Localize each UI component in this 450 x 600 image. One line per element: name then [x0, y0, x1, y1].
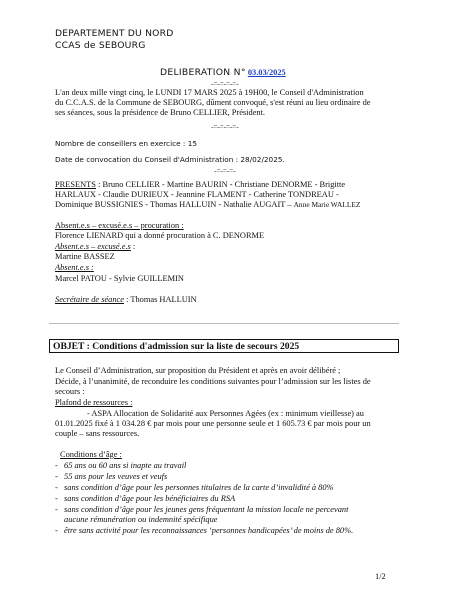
separator-1: -=-=-=-=- — [211, 80, 239, 88]
aspa-line-3: couple – sans ressources. — [55, 429, 140, 438]
condition-item: - sans condition d’âge pour les jeunes gens fréquentant la mission locale ne percevant — [55, 505, 349, 514]
absents-text: Marcel PATOU - Sylvie GUILLEMIN — [55, 274, 184, 283]
plafond-label: Plafond de ressources : — [55, 398, 133, 407]
presents-names-3: Dominique BUSSIGNIES - Thomas HALLUIN - Nathalie AUGAIT – — [55, 200, 294, 209]
presents-label: PRESENTS — [55, 180, 96, 189]
absents-procuration-text: Florence LIENARD qui a donné procuration à C. DENORME — [55, 231, 265, 240]
objet-title: OBJET : Conditions d'admission sur la liste de secours 2025 — [53, 341, 300, 352]
absents-excuses-line — [55, 242, 400, 252]
aspa-line-1: - ASPA Allocation de Solidarité aux Personnes Agées (ex : minimum vieillesse) au — [87, 409, 364, 418]
presents-names-1: : Bruno CELLIER - Martine BAURIN - Christiane DENORME - Brigitte — [95, 180, 346, 189]
presents-line-2: HARLAUX - Claudie DURIEUX - Jeannine FLAMENT - Catherine TONDREAU - — [55, 190, 339, 199]
body-para-1: Le Conseil d’Administration, sur proposition du Président et après en avoir délibéré ; — [55, 366, 341, 375]
body-para-2b: secours : — [55, 387, 85, 396]
separator-2: -=-=-=-=- — [211, 123, 239, 131]
intro-line-3: ses séances, sous la présidence de Bruno CELLIER, Président. — [55, 108, 266, 117]
condition-item: - 55 ans pour les veuves et veufs — [55, 472, 168, 481]
page-number: 1/2 — [375, 572, 386, 581]
condition-item: - être sans activité pour les reconnaissances ‘personnes handicapées’ de moins de 80%. — [55, 526, 354, 535]
intro-line-1: L'an deux mille vingt cinq, le LUNDI 17 MARS 2025 à 19H00, le Conseil d'Administration — [55, 88, 364, 97]
absents-procuration-label: Absent.e.s – excusé.e.s – procuration : — [55, 221, 184, 230]
secretaire-label: Secrétaire de séance — [55, 295, 124, 304]
deliberation-number-link[interactable]: 03.03/2025 — [247, 68, 286, 77]
convocation-date: Date de convocation du Conseil d'Administration : 28/02/2025. — [55, 155, 285, 164]
objet-box — [49, 339, 399, 353]
conseillers-count: Nombre de conseillers en exercice : 15 — [55, 139, 197, 148]
absents-excuses-text: Martine BASSEZ — [55, 252, 115, 261]
department-name: DEPARTEMENT DU NORD — [55, 28, 174, 39]
deliberation-label: DELIBERATION N° — [160, 67, 246, 78]
aspa-line-2: 01.01.2025 fixé à 1 034.28 € par mois pour une personne seule et 1 605.73 € par mois pour un — [55, 419, 371, 428]
secretaire-name: : Thomas HALLUIN — [123, 295, 197, 304]
body-para-2a: Décide, à l’unanimité, de reconduire les conditions suivantes pour l’admission sur les listes de — [55, 377, 371, 386]
intro-line-2: du C.C.A.S. de la Commune de SEBOURG, dûment convoqué, s'est réuni au lieu ordinaire de — [55, 98, 371, 107]
presents-line-1 — [55, 180, 400, 190]
condition-item: - sans condition d’âge pour les bénéficiaires du RSA — [55, 494, 236, 503]
condition-item: - sans condition d’âge pour les personnes titulaires de la carte d’invalidité à 80% — [55, 483, 334, 492]
separator-3: -=-=-=- — [214, 167, 236, 175]
presents-line-3 — [55, 200, 415, 210]
secretaire-line — [55, 295, 400, 305]
age-conditions-label: Conditions d’âge : — [60, 450, 122, 459]
condition-item: - 65 ans ou 60 ans si inapte au travail — [55, 461, 187, 470]
absents-excuses-label: Absent.e.s – excusé.e.s — [55, 242, 131, 251]
condition-item-continuation: aucune rémunération ou indemnité spécifique — [64, 515, 218, 524]
deliberation-title — [160, 68, 286, 78]
absents-excuses-colon: : — [130, 242, 136, 251]
section-divider — [49, 323, 399, 324]
ccas-name: CCAS de SEBOURG — [55, 40, 146, 51]
presents-names-3b: Anne Marie WALLEZ — [293, 200, 361, 209]
absents-label: Absent.e.s : — [55, 263, 94, 272]
